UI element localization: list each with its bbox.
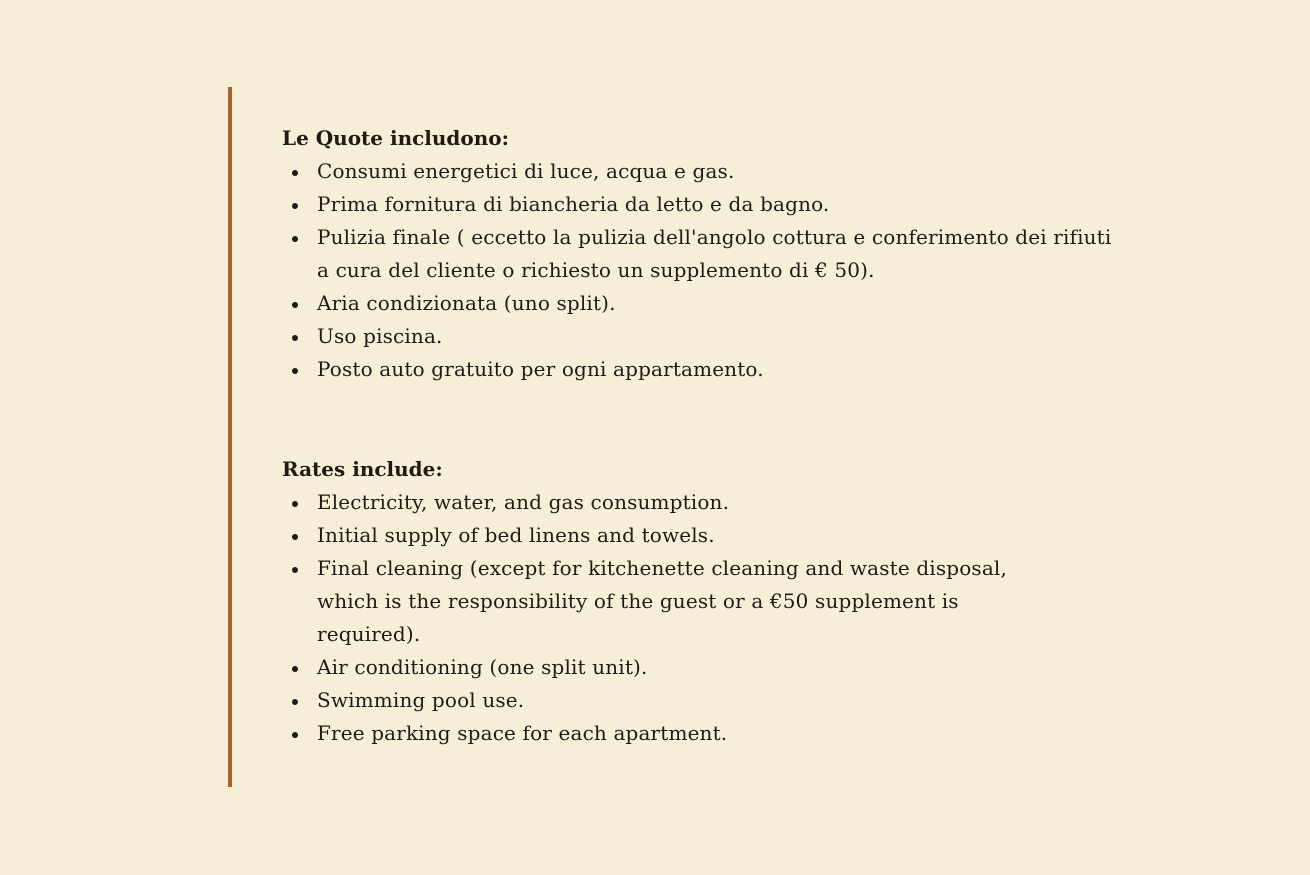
rates-content <box>282 122 1122 750</box>
list-item <box>282 287 1122 320</box>
list-item <box>282 188 1122 221</box>
list-item <box>282 519 1122 552</box>
english-inclusions-list <box>282 486 1122 750</box>
list-item <box>282 552 1057 651</box>
bullet-icon <box>292 368 298 374</box>
bullet-icon <box>292 170 298 176</box>
bullet-icon <box>292 203 298 209</box>
list-item-text: Free parking space for each apartment. <box>317 721 728 745</box>
list-item <box>282 486 1122 519</box>
list-item-text: Air conditioning (one split unit). <box>317 655 648 679</box>
list-item <box>282 155 1122 188</box>
list-item <box>282 684 1122 717</box>
bullet-icon <box>292 666 298 672</box>
list-item <box>282 717 1122 750</box>
list-item-text: Pulizia finale ( eccetto la pulizia dell'angolo cottura e conferimento dei rifiuti a cura del cliente o richiesto un supplemento di € 50). <box>317 225 1112 282</box>
list-item-text: Swimming pool use. <box>317 688 525 712</box>
list-item-text: Consumi energetici di luce, acqua e gas. <box>317 159 735 183</box>
bullet-icon <box>292 236 298 242</box>
bullet-icon <box>292 732 298 738</box>
bullet-icon <box>292 534 298 540</box>
list-item-text: Initial supply of bed linens and towels. <box>317 523 715 547</box>
bullet-icon <box>292 501 298 507</box>
list-item-text: Final cleaning (except for kitchenette cleaning and waste disposal, which is the responsibility of the guest or a €50 supplement is required). <box>317 556 1007 646</box>
bullet-icon <box>292 335 298 341</box>
list-item <box>282 353 1122 386</box>
bullet-icon <box>292 567 298 573</box>
list-item-text: Aria condizionata (uno split). <box>317 291 616 315</box>
list-item <box>282 221 1112 287</box>
list-item <box>282 320 1122 353</box>
italian-section <box>282 122 1122 386</box>
list-item-text: Prima fornitura di biancheria da letto e da bagno. <box>317 192 830 216</box>
italian-inclusions-list <box>282 155 1122 386</box>
english-section-title: Rates include: <box>282 457 443 481</box>
english-section <box>282 453 1122 750</box>
bullet-icon <box>292 302 298 308</box>
bullet-icon <box>292 699 298 705</box>
list-item-text: Electricity, water, and gas consumption. <box>317 490 730 514</box>
italian-section-title: Le Quote includono: <box>282 126 510 150</box>
list-item-text: Uso piscina. <box>317 324 443 348</box>
list-item-text: Posto auto gratuito per ogni appartamento. <box>317 357 764 381</box>
list-item <box>282 651 1122 684</box>
accent-bar <box>228 87 232 787</box>
